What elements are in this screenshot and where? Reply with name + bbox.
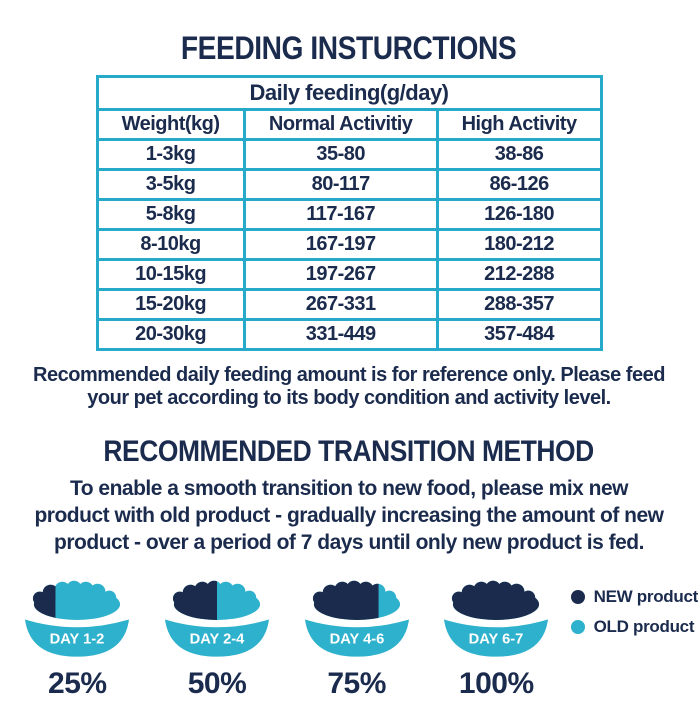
col-header-normal-activity: Normal Activitiy <box>244 110 437 140</box>
transition-intro <box>0 475 698 557</box>
cell-high: 212-288 <box>437 260 601 290</box>
transition-intro-line: product with old product - gradually increasing the amount of new <box>34 504 664 528</box>
cell-normal: 331-449 <box>244 320 437 350</box>
table-row <box>97 200 601 230</box>
cell-normal: 267-331 <box>244 290 437 320</box>
cell-weight: 5-8kg <box>97 200 244 230</box>
legend-label: NEW product <box>593 586 698 606</box>
col-header-weight: Weight(kg) <box>97 110 244 140</box>
product-legend <box>571 587 698 647</box>
cell-high: 288-357 <box>437 290 601 320</box>
cell-weight: 1-3kg <box>97 140 244 170</box>
legend-label: OLD product <box>593 616 695 636</box>
old-product-dot-icon <box>571 620 585 634</box>
feeding-table <box>96 75 603 351</box>
bowl-day-label: DAY 1-2 <box>50 631 105 648</box>
new-product-percentage: 100% <box>458 666 534 700</box>
cell-weight: 8-10kg <box>97 230 244 260</box>
transition-heading <box>0 435 698 469</box>
cell-high: 357-484 <box>437 320 601 350</box>
cell-normal: 35-80 <box>244 140 437 170</box>
bowl-illustration-icon <box>18 571 136 665</box>
bowl-illustration-icon <box>298 571 416 665</box>
cell-high: 126-180 <box>437 200 601 230</box>
cell-weight: 3-5kg <box>97 170 244 200</box>
new-product-percentage: 25% <box>48 666 107 700</box>
table-row <box>97 140 601 170</box>
table-row <box>97 170 601 200</box>
bowl-day-label: DAY 2-4 <box>189 631 245 648</box>
transition-bowls-row <box>18 571 698 701</box>
cell-weight: 20-30kg <box>97 320 244 350</box>
bowl-day-1-2 <box>18 571 137 701</box>
cell-high: 180-212 <box>437 230 601 260</box>
new-product-percentage: 75% <box>327 666 386 700</box>
feeding-note <box>0 364 698 411</box>
table-row <box>97 260 601 290</box>
table-row <box>97 290 601 320</box>
cell-normal: 117-167 <box>244 200 437 230</box>
bowl-illustration-icon <box>437 571 555 665</box>
feeding-note-line: your pet according to its body condition and activity level. <box>87 387 611 410</box>
transition-intro-line: product - over a period of 7 days until only new product is fed. <box>54 531 644 555</box>
new-product-kibble <box>452 580 539 619</box>
cell-weight: 10-15kg <box>97 260 244 290</box>
table-header-row <box>97 110 601 140</box>
cell-normal: 167-197 <box>244 230 437 260</box>
legend-item-old <box>571 617 698 637</box>
bowl-illustration-icon <box>158 571 276 665</box>
cell-normal: 80-117 <box>244 170 437 200</box>
col-header-high-activity: High Activity <box>437 110 601 140</box>
new-product-percentage: 50% <box>187 666 247 700</box>
table-span-header: Daily feeding(g/day) <box>97 77 601 110</box>
page-title <box>0 30 698 67</box>
table-row <box>97 230 601 260</box>
table-span-header-row <box>97 77 601 110</box>
bowl-day-label: DAY 4-6 <box>329 631 384 648</box>
feeding-note-line: Recommended daily feeding amount is for reference only. Please feed <box>33 364 665 386</box>
transition-heading-text: RECOMMENDED TRANSITION METHOD <box>103 434 595 468</box>
cell-high: 38-86 <box>437 140 601 170</box>
bowl-day-4-6 <box>297 571 416 701</box>
page-title-text: FEEDING INSTURCTIONS <box>181 30 517 66</box>
bowl-day-label: DAY 6-7 <box>468 631 524 648</box>
transition-intro-line: To enable a smooth transition to new food, please mix new <box>69 476 629 500</box>
bowl-day-2-4 <box>158 571 277 701</box>
table-row <box>97 320 601 350</box>
new-product-dot-icon <box>571 590 585 604</box>
bowl-day-6-7 <box>437 571 556 701</box>
cell-normal: 197-267 <box>244 260 437 290</box>
cell-high: 86-126 <box>437 170 601 200</box>
legend-item-new <box>571 587 698 607</box>
cell-weight: 15-20kg <box>97 290 244 320</box>
